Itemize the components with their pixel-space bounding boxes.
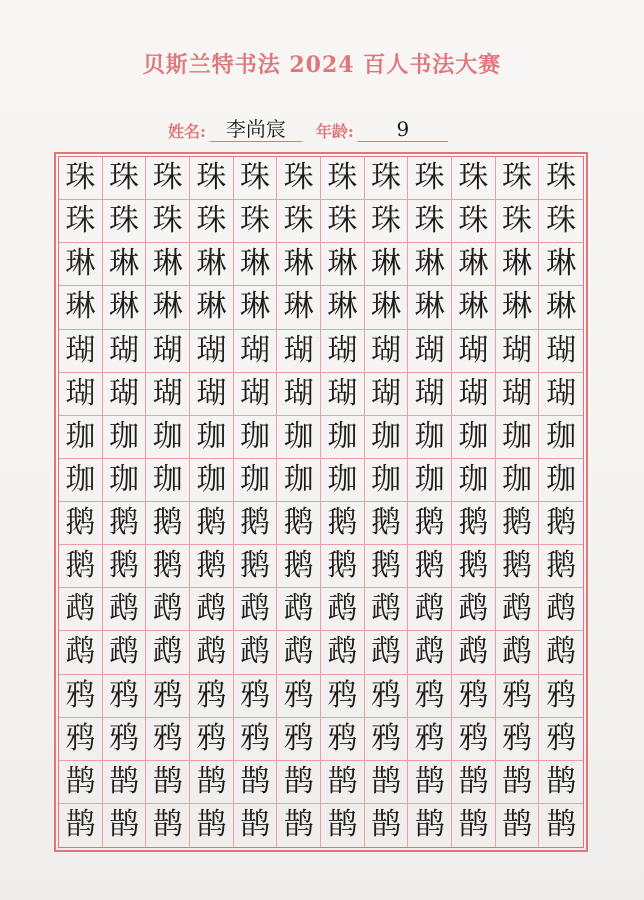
grid-cell: 珠	[365, 157, 409, 200]
grid-cell: 珈	[452, 416, 496, 459]
grid-cell: 鹅	[190, 502, 234, 545]
grid-cell: 鸦	[539, 718, 583, 761]
grid-cell: 鹊	[277, 761, 321, 804]
grid-cell: 珠	[59, 200, 103, 243]
grid-cell: 鸦	[234, 675, 278, 718]
grid-cell: 鹅	[452, 545, 496, 588]
grid-cell: 瑚	[234, 330, 278, 373]
grid-cell: 鸦	[321, 675, 365, 718]
grid-cell: 珠	[321, 157, 365, 200]
grid-cell: 鹉	[277, 588, 321, 631]
grid-cell: 鸦	[452, 675, 496, 718]
grid-cell: 琳	[146, 243, 190, 286]
grid-cell: 珈	[59, 459, 103, 502]
grid-cell: 珠	[146, 200, 190, 243]
grid-cell: 鹉	[234, 631, 278, 674]
grid-cell: 瑚	[365, 330, 409, 373]
grid-cell: 鸦	[321, 718, 365, 761]
grid-cell: 鹉	[59, 588, 103, 631]
grid-cell: 琳	[190, 286, 234, 329]
grid-cell: 鸦	[190, 718, 234, 761]
grid-cell: 珈	[277, 416, 321, 459]
grid-cell: 瑚	[103, 330, 147, 373]
grid-cell: 鹉	[277, 631, 321, 674]
grid-cell: 鹊	[365, 761, 409, 804]
grid-cell: 鹅	[103, 545, 147, 588]
grid-cell: 鹊	[103, 804, 147, 847]
grid-cell: 鸦	[190, 675, 234, 718]
grid-cell: 鸦	[408, 718, 452, 761]
grid-cell: 瑚	[496, 373, 540, 416]
grid-cell: 鹉	[190, 588, 234, 631]
grid-cell: 鸦	[496, 675, 540, 718]
grid-cell: 珠	[496, 200, 540, 243]
grid-cell: 鸦	[103, 675, 147, 718]
grid-cell: 珠	[103, 200, 147, 243]
grid-cell: 琳	[277, 243, 321, 286]
grid-cell: 鹅	[277, 502, 321, 545]
grid-cell: 珈	[408, 459, 452, 502]
grid-cell: 珈	[190, 416, 234, 459]
grid-cell: 鹅	[539, 502, 583, 545]
grid-cell: 珈	[321, 416, 365, 459]
grid-cell: 鹅	[365, 545, 409, 588]
grid-cell: 鹉	[496, 588, 540, 631]
grid-cell: 珈	[146, 416, 190, 459]
grid-cell: 珠	[408, 157, 452, 200]
grid-cell: 瑚	[277, 330, 321, 373]
grid-cell: 珠	[59, 157, 103, 200]
grid-cell: 瑚	[277, 373, 321, 416]
grid-cell: 瑚	[190, 330, 234, 373]
grid-cell: 鸦	[234, 718, 278, 761]
grid-cell: 珠	[408, 200, 452, 243]
grid-cell: 鹉	[321, 588, 365, 631]
grid-cell: 鹅	[234, 545, 278, 588]
grid-cell: 珠	[365, 200, 409, 243]
grid-cell: 鹅	[408, 545, 452, 588]
name-field[interactable]: 李尚宸	[210, 118, 302, 142]
grid-cell: 鸦	[59, 675, 103, 718]
age-label: 年龄:	[315, 122, 354, 141]
grid-cell: 琳	[496, 286, 540, 329]
grid-cell: 琳	[59, 243, 103, 286]
grid-cell: 鹊	[103, 761, 147, 804]
grid-cell: 琳	[190, 243, 234, 286]
grid-cell: 瑚	[365, 373, 409, 416]
grid-cell: 珠	[452, 157, 496, 200]
grid-cell: 鹊	[146, 804, 190, 847]
grid-cell: 鹉	[234, 588, 278, 631]
grid-cell: 鹊	[234, 804, 278, 847]
grid-cell: 珈	[539, 459, 583, 502]
grid-cell: 珠	[539, 200, 583, 243]
grid-cell: 鸦	[496, 718, 540, 761]
grid-cell: 鹊	[321, 804, 365, 847]
grid-cell: 鹅	[539, 545, 583, 588]
grid-cell: 珠	[277, 157, 321, 200]
grid-cell: 琳	[365, 243, 409, 286]
grid-cell: 鸦	[103, 718, 147, 761]
grid-cell: 鸦	[452, 718, 496, 761]
grid-cell: 珈	[365, 416, 409, 459]
grid-cell: 琳	[496, 243, 540, 286]
grid-cell: 珈	[496, 416, 540, 459]
grid-cell: 鹅	[103, 502, 147, 545]
grid-cell: 鹉	[408, 588, 452, 631]
grid-cell: 鹊	[496, 804, 540, 847]
grid-cell: 珈	[103, 416, 147, 459]
grid-cell: 珈	[496, 459, 540, 502]
grid-cell: 鹊	[277, 804, 321, 847]
grid-cell: 珈	[234, 459, 278, 502]
grid-cell: 珈	[190, 459, 234, 502]
grid-cell: 鸦	[59, 718, 103, 761]
grid-cell: 鸦	[408, 675, 452, 718]
grid-cell: 瑚	[321, 330, 365, 373]
grid-cell: 珈	[277, 459, 321, 502]
practice-grid	[58, 156, 584, 848]
grid-cell: 珈	[408, 416, 452, 459]
grid-cell: 瑚	[539, 373, 583, 416]
grid-cell: 鹉	[452, 588, 496, 631]
grid-cell: 瑚	[452, 330, 496, 373]
grid-cell: 鹅	[234, 502, 278, 545]
grid-cell: 琳	[234, 243, 278, 286]
student-info	[168, 110, 448, 142]
grid-cell: 鹊	[452, 804, 496, 847]
grid-cell: 琳	[408, 286, 452, 329]
grid-cell: 鹊	[452, 761, 496, 804]
grid-cell: 鹉	[146, 631, 190, 674]
grid-cell: 鹉	[321, 631, 365, 674]
grid-cell: 鸦	[277, 718, 321, 761]
grid-cell: 珈	[59, 416, 103, 459]
grid-cell: 鹊	[146, 761, 190, 804]
grid-cell: 鹉	[365, 631, 409, 674]
grid-cell: 鹅	[496, 502, 540, 545]
grid-cell: 鹉	[408, 631, 452, 674]
grid-cell: 琳	[408, 243, 452, 286]
grid-cell: 瑚	[539, 330, 583, 373]
grid-cell: 瑚	[408, 330, 452, 373]
grid-cell: 珈	[539, 416, 583, 459]
grid-cell: 琳	[59, 286, 103, 329]
grid-cell: 鸦	[146, 718, 190, 761]
grid-cell: 珠	[190, 200, 234, 243]
grid-cell: 鹅	[452, 502, 496, 545]
grid-cell: 瑚	[59, 330, 103, 373]
grid-cell: 琳	[539, 243, 583, 286]
grid-cell: 鹊	[59, 761, 103, 804]
grid-cell: 鹅	[146, 545, 190, 588]
grid-cell: 珠	[190, 157, 234, 200]
grid-cell: 珠	[234, 157, 278, 200]
grid-cell: 瑚	[496, 330, 540, 373]
grid-cell: 鹊	[546, 807, 577, 843]
grid-cell: 鹅	[365, 502, 409, 545]
grid-cell: 鹊	[408, 804, 452, 847]
grid-cell: 鹊	[59, 804, 103, 847]
grid-cell: 珠	[103, 157, 147, 200]
grid-cell: 鸦	[146, 675, 190, 718]
grid-cell: 珠	[146, 157, 190, 200]
grid-cell: 珠	[321, 200, 365, 243]
grid-cell: 鸦	[365, 675, 409, 718]
grid-cell: 珠	[496, 157, 540, 200]
grid-cell: 琳	[103, 243, 147, 286]
grid-cell: 珈	[103, 459, 147, 502]
grid-cell: 鹊	[408, 761, 452, 804]
grid-cell: 珈	[146, 459, 190, 502]
grid-cell: 琳	[321, 286, 365, 329]
age-field[interactable]: 9	[358, 118, 448, 142]
grid-cell: 鹉	[539, 588, 583, 631]
grid-cell: 鸦	[539, 675, 583, 718]
grid-cell: 鹊	[190, 761, 234, 804]
grid-cell: 鹉	[452, 631, 496, 674]
grid-cell: 鹅	[190, 545, 234, 588]
grid-cell: 鹅	[321, 502, 365, 545]
grid-cell: 瑚	[146, 373, 190, 416]
grid-cell: 鹊	[190, 804, 234, 847]
grid-cell: 瑚	[103, 373, 147, 416]
grid-cell: 珠	[539, 157, 583, 200]
grid-cell: 琳	[277, 286, 321, 329]
grid-cell: 鹉	[103, 588, 147, 631]
grid-cell: 琳	[146, 286, 190, 329]
grid-cell: 琳	[103, 286, 147, 329]
grid-cell: 鹊	[365, 804, 409, 847]
grid-cell: 鹉	[539, 631, 583, 674]
grid-cell: 瑚	[190, 373, 234, 416]
grid-cell: 鹅	[408, 502, 452, 545]
grid-cell: 鸦	[277, 675, 321, 718]
grid-cell: 鹊	[321, 761, 365, 804]
grid-cell: 瑚	[408, 373, 452, 416]
grid-cell: 鹅	[321, 545, 365, 588]
grid-cell: 琳	[539, 286, 583, 329]
grid-cell: 琳	[452, 243, 496, 286]
grid-cell: 琳	[452, 286, 496, 329]
grid-cell: 瑚	[146, 330, 190, 373]
grid-cell: 珠	[234, 200, 278, 243]
grid-cell: 鹅	[59, 545, 103, 588]
grid-cell: 鸦	[365, 718, 409, 761]
grid-cell: 鹉	[103, 631, 147, 674]
page-title: 贝斯兰特书法 2024 百人书法大赛	[142, 52, 502, 78]
grid-cell: 珈	[365, 459, 409, 502]
grid-cell: 瑚	[234, 373, 278, 416]
grid-cell: 瑚	[59, 373, 103, 416]
grid-cell: 鹊	[234, 761, 278, 804]
grid-cell: 琳	[234, 286, 278, 329]
grid-cell: 瑚	[321, 373, 365, 416]
name-label: 姓名:	[168, 122, 206, 141]
grid-cell: 鹉	[146, 588, 190, 631]
grid-cell: 鹉	[59, 631, 103, 674]
grid-cell: 鹅	[59, 502, 103, 545]
grid-cell: 琳	[321, 243, 365, 286]
grid-cell: 鹉	[496, 631, 540, 674]
grid-cell: 珈	[234, 416, 278, 459]
grid-cell: 鹉	[190, 631, 234, 674]
grid-cell: 珠	[452, 200, 496, 243]
grid-cell: 鹅	[277, 545, 321, 588]
grid-cell: 瑚	[452, 373, 496, 416]
grid-cell: 琳	[365, 286, 409, 329]
grid-cell: 珈	[452, 459, 496, 502]
grid-cell: 鹅	[146, 502, 190, 545]
grid-cell: 珈	[321, 459, 365, 502]
grid-cell: 鹉	[365, 588, 409, 631]
grid-cell: 鹅	[496, 545, 540, 588]
grid-cell: 珠	[277, 200, 321, 243]
grid-cell: 鹊	[539, 761, 583, 804]
grid-cell: 鹊	[496, 761, 540, 804]
